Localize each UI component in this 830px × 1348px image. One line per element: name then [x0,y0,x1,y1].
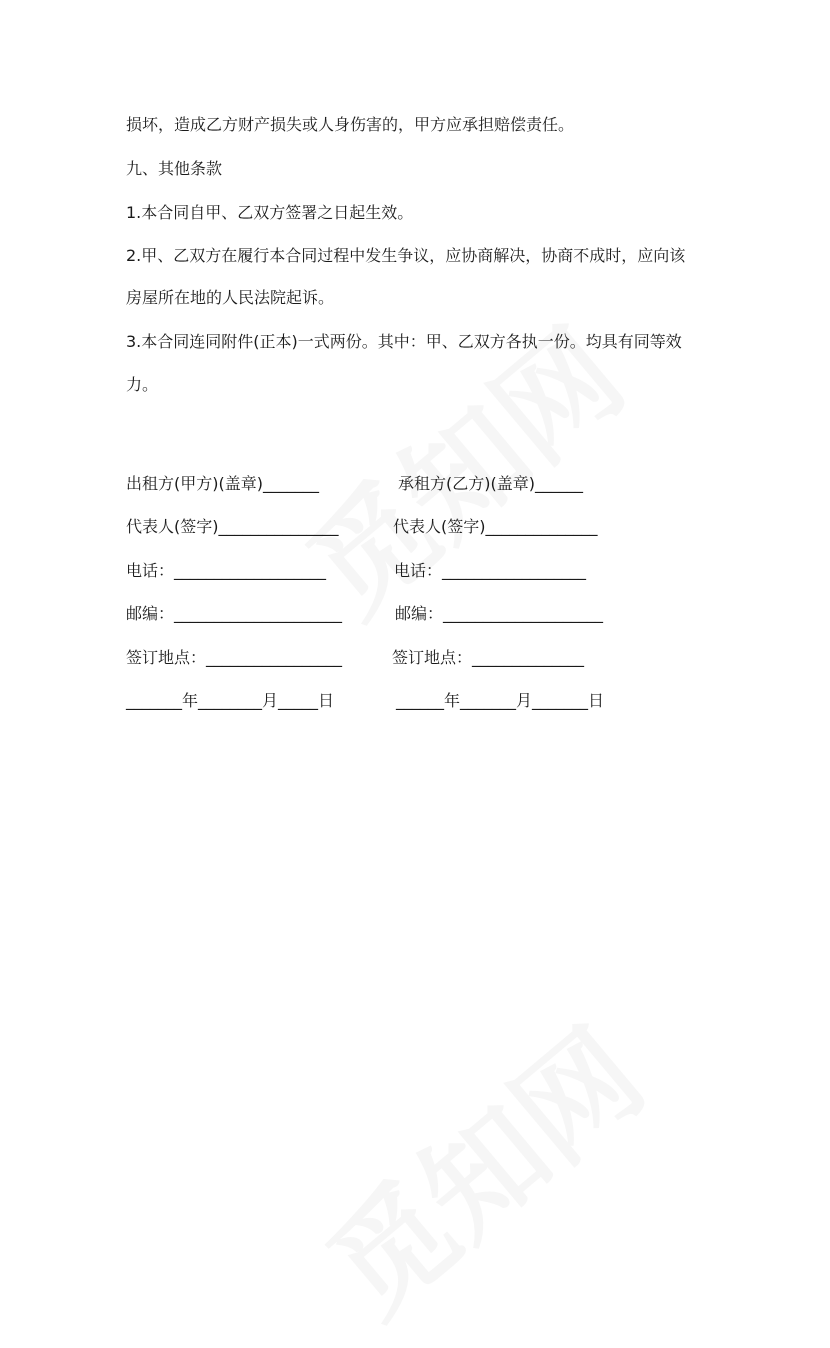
watermark-bottom [287,984,673,1347]
lessor-phone-field: 电话：___________________ [126,561,327,580]
lessee-place-field: 签订地点：______________ [392,648,585,667]
lessor-postcode-field: 邮编：_____________________ [126,604,343,623]
lessor-representative-field: 代表人(签字)_______________ [126,517,339,536]
lessee-phone-field: 电话：__________________ [394,561,587,580]
lessee-date-field: ______年_______月_______日 [396,691,605,710]
clause-2-line-2: 房屋所在地的人民法院起诉。 [126,288,335,307]
clause-1: 1.本合同自甲、乙双方签署之日起生效。 [126,203,414,222]
section-heading-other-terms: 九、其他条款 [126,159,223,178]
lessee-postcode-field: 邮编：____________________ [395,604,604,623]
lessor-place-field: 签订地点：_________________ [126,648,343,667]
clause-3-line-1: 3.本合同连同附件(正本)一式两份。其中：甲、乙双方各执一份。均具有同等效 [126,332,682,351]
paragraph-liability: 损坏，造成乙方财产损失或人身伤害的，甲方应承担赔偿责任。 [126,115,575,134]
lessor-date-field: _______年________月_____日 [126,691,335,710]
lessee-seal-field: 承租方(乙方)(盖章)______ [398,474,583,493]
lessee-representative-field: 代表人(签字)______________ [393,517,598,536]
lessor-seal-field: 出租方(甲方)(盖章)_______ [126,474,319,493]
clause-2-line-1: 2.甲、乙双方在履行本合同过程中发生争议，应协商解决，协商不成时，应向该 [126,246,686,265]
clause-3-line-2: 力。 [126,375,159,394]
